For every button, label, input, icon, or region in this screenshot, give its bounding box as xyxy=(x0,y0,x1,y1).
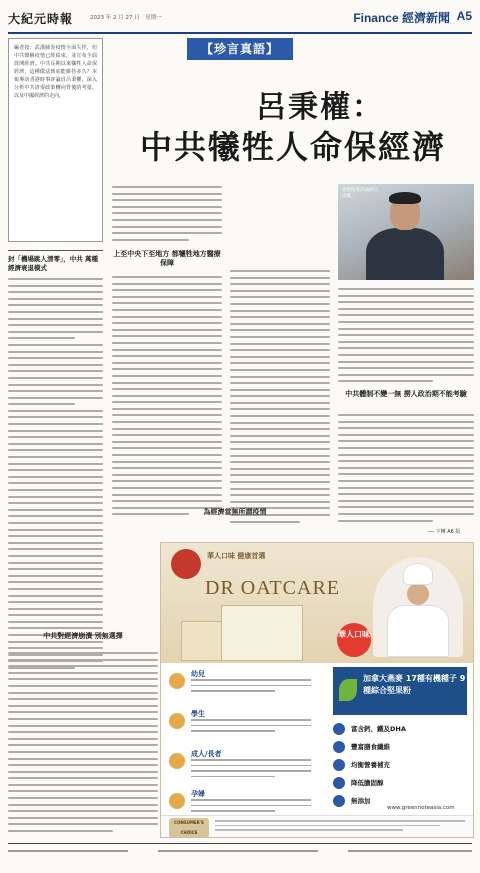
page-header xyxy=(8,6,472,34)
check-icon xyxy=(333,741,345,753)
intro-text: 編者按：武漢肺炎疫情全面失控，但 中共聲稱疫情已經結束，並宣布全面放開經濟。中共長期以來犧牲人命保經濟，這種做法到底能維持多久？本報專訪香港時事評論員呂秉權，深入分析中共清零政策轉向背後的考量，以及中國經濟的走向。 xyxy=(14,45,97,99)
ad-feature: 降低膽固醇 xyxy=(333,775,467,791)
adult-icon xyxy=(169,753,185,769)
student-icon xyxy=(169,713,185,729)
continued-note: ── 下轉 A6 版 xyxy=(428,529,461,535)
ad-slogan: 華人口味 健康首選 xyxy=(207,552,266,560)
ad-feature: 豐富膳食纖維 xyxy=(333,739,467,755)
ad-brand-name: DR OATCARE xyxy=(205,577,341,599)
col2-body-text xyxy=(112,186,222,245)
ad-feature: 均衡營養補充 xyxy=(333,757,467,773)
leaf-icon xyxy=(339,679,357,701)
child-icon xyxy=(169,673,185,689)
subhead-mid-1: 上至中央下至地方 都犧牲地方醫療保障 xyxy=(113,250,221,267)
ad-footer xyxy=(161,815,474,838)
ad-banner xyxy=(161,543,474,663)
column-kicker: 【珍言真語】 xyxy=(187,38,293,60)
ad-group: 學生 xyxy=(169,709,319,747)
headline-line-2: 中共犧牲人命保經濟 xyxy=(139,128,446,166)
col1-lower-text xyxy=(8,652,158,837)
ad-promo-text: 加拿大燕麥 17種有機種子 9種綜合堅果粉 xyxy=(363,674,466,695)
ad-group: 幼兒 xyxy=(169,669,319,707)
newspaper-logo: 大紀元時報 xyxy=(8,12,74,26)
subhead-mid-2: 中共對經濟崩潰 別無選擇 xyxy=(43,632,123,640)
consumer-choice-award: CONSUMER'S CHOICE xyxy=(169,818,209,838)
left-body-text xyxy=(8,278,103,674)
page-number: A5 xyxy=(456,9,472,23)
subhead-mid-3: 為經濟當無所謂疫情 xyxy=(203,508,267,516)
col3-body-text xyxy=(230,270,330,527)
intro-box xyxy=(8,38,103,242)
subhead-right-1: 中共體制不變一無 撈人政治期不能考驗 xyxy=(345,390,467,398)
issue-date: 2023 年 2 月 27 日 星期一 xyxy=(90,15,162,21)
ad-feature: 富含鈣、鐵及DHA xyxy=(333,721,467,737)
ad-group: 成人/長者 xyxy=(169,749,319,787)
ad-promo-box xyxy=(333,667,467,715)
ad-badge: 華人口味 xyxy=(337,623,371,657)
check-icon xyxy=(333,777,345,789)
col4-body-text-2 xyxy=(338,414,474,526)
headline-line-1: 呂秉權： xyxy=(256,90,384,125)
section-title: Finance 經濟新聞 xyxy=(353,11,450,25)
pregnant-icon xyxy=(169,793,185,809)
ad-target-groups xyxy=(169,669,319,829)
chef-figure xyxy=(373,557,463,657)
check-icon xyxy=(333,759,345,771)
oatcare-advertisement[interactable] xyxy=(160,542,474,838)
ad-contact-info xyxy=(215,820,465,834)
ad-website-link[interactable]: www.greennoteasia.com xyxy=(387,805,455,811)
check-icon xyxy=(333,795,345,807)
ad-feature-list xyxy=(333,721,467,811)
ad-group: 孕婦 xyxy=(169,789,319,827)
brand-seal-icon xyxy=(171,549,201,579)
col4-body-text xyxy=(338,288,474,387)
col2-body-text-2 xyxy=(112,276,222,520)
product-package-icon xyxy=(221,605,303,661)
check-icon xyxy=(333,723,345,735)
photo-caption: 香港時事評論員呂秉權。 xyxy=(342,188,378,199)
interviewee-photo xyxy=(338,184,474,280)
ad-feature: 無添加 xyxy=(333,793,467,809)
page-footer xyxy=(8,843,472,865)
left-subhead: 封「機場跳人清零」，中共 萬種經濟衰退模式 xyxy=(8,255,99,272)
